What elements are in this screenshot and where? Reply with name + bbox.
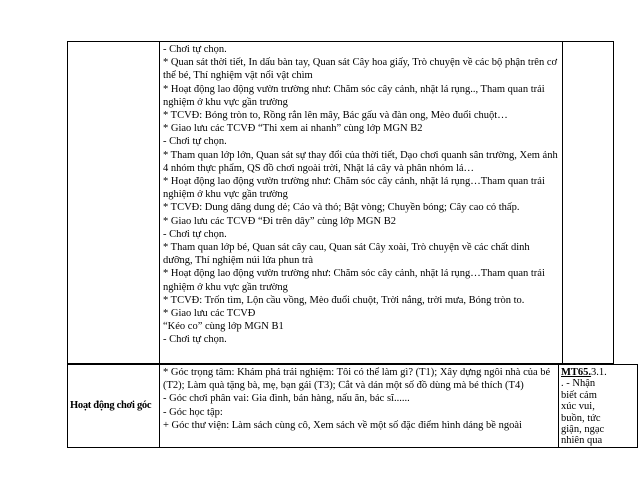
objective-text-line: . - Nhận bbox=[561, 378, 596, 390]
paragraph: - Chơi tự chọn. bbox=[163, 44, 227, 55]
top-row-label-cell bbox=[68, 42, 160, 364]
paragraph: * TCVĐ: Dung dăng dung dẻ; Cáo và thỏ; Bật vòng; Chuyền bóng; Cây cao cỏ thấp. bbox=[163, 202, 520, 214]
objective-text-line: biết cảm bbox=[561, 389, 597, 401]
paragraph: + Góc thư viện: Làm sách cùng cô, Xem sách về một số đặc điểm hình dáng bề ngoài bbox=[163, 419, 522, 431]
bottom-row-goal-cell bbox=[559, 365, 638, 448]
paragraph: - Góc chơi phân vai: Gia đình, bán hàng, nấu ăn, bác sĩ...... bbox=[163, 393, 410, 405]
paragraph: * Giao lưu các TCVĐ “Thi xem ai nhanh” cùng lớp MGN B2 bbox=[163, 123, 423, 135]
bottom-row-content-cell bbox=[160, 365, 559, 448]
table-row bbox=[68, 42, 614, 364]
top-row-goal-cell bbox=[563, 42, 614, 364]
objective-code-suffix: 3.1. bbox=[591, 367, 607, 378]
paragraph: * Quan sát thời tiết, In dấu bàn tay, Quan sát Cây hoa giấy, Trò chuyện về các bộ phận trên cơ thể bé, Thí nghiệm vật nổi vật chìm bbox=[163, 57, 558, 82]
outdoor-activities-text bbox=[160, 42, 562, 347]
objective-text-line: giận, ngạc bbox=[561, 424, 605, 436]
paragraph: * Hoạt động lao động vườn trường như: Chăm sóc cây cảnh, nhặt lá rụng…Tham quan trải nghiệm ở khu vực gần trường bbox=[163, 176, 545, 201]
paragraph: - Chơi tự chọn. bbox=[163, 334, 227, 346]
corner-play-label: Hoạt động chơi góc bbox=[70, 399, 152, 411]
paragraph: * TCVĐ: Trốn tìm, Lộn cầu vồng, Mèo đuổi chuột, Trời nắng, trời mưa, Bóng tròn to. bbox=[163, 294, 525, 306]
activities-table-top bbox=[67, 41, 614, 364]
paragraph: * Giao lưu các TCVĐ bbox=[163, 308, 256, 320]
paragraph: * Tham quan lớp lớn, Quan sát sự thay đổi của thời tiết, Dạo chơi quanh sân trường, Xem ảnh 4 nhóm thực phẩm, QS đồ chơi ngoài trời, Nhặt lá cây và phân nhóm lá… bbox=[163, 149, 558, 174]
paragraph: * TCVĐ: Bóng tròn to, Rồng rắn lên mây, Bác gấu và đàn ong, Mèo đuổi chuột… bbox=[163, 110, 508, 122]
objective-text-line: buồn, tức bbox=[561, 412, 601, 424]
table-row bbox=[68, 365, 638, 448]
paragraph: * Góc trọng tâm: Khám phá trải nghiệm: Tôi có thể làm gì? (T1); Xây dựng ngôi nhà của bé (T2); Làm quà tặng bà, mẹ, bạn gái (T3); Cắt và dán một số đồ dùng mà bé thích (T4) bbox=[163, 367, 551, 392]
paragraph: “Kéo co” cùng lớp MGN B1 bbox=[163, 321, 284, 333]
objective-code-block bbox=[559, 365, 637, 447]
objective-code bbox=[561, 367, 636, 378]
paragraph: - Góc học tập: bbox=[163, 406, 223, 418]
objective-code-number: MT65. bbox=[561, 367, 592, 378]
activities-table-bottom bbox=[67, 364, 638, 448]
paragraph: * Giao lưu các TCVĐ “Đi trên dây” cùng lớp MGN B2 bbox=[163, 215, 396, 227]
bottom-row-label-cell bbox=[68, 365, 160, 448]
objective-text-line: xúc vui, bbox=[561, 401, 595, 413]
objective-text-line: nhiên qua bbox=[561, 435, 603, 447]
paragraph: * Hoạt động lao động vườn trường như: Chăm sóc cây cảnh, nhặt lá rụng.., Tham quan trải nghiệm ở khu vực gần trường bbox=[163, 83, 545, 108]
top-row-content-cell bbox=[160, 42, 563, 364]
corner-play-text bbox=[160, 365, 558, 432]
paragraph: - Chơi tự chọn. bbox=[163, 136, 227, 148]
paragraph: * Tham quan lớp bé, Quan sát cây cau, Quan sát Cây xoài, Trò chuyện về các chất dinh dưỡng, Thí nghiệm núi lửa phun trà bbox=[163, 242, 530, 267]
paragraph: - Chơi tự chọn. bbox=[163, 228, 227, 240]
paragraph: * Hoạt động lao động vườn trường như: Chăm sóc cây cảnh, nhặt lá rụng…Tham quan trải nghiệm ở khu vực gần trường bbox=[163, 268, 545, 293]
